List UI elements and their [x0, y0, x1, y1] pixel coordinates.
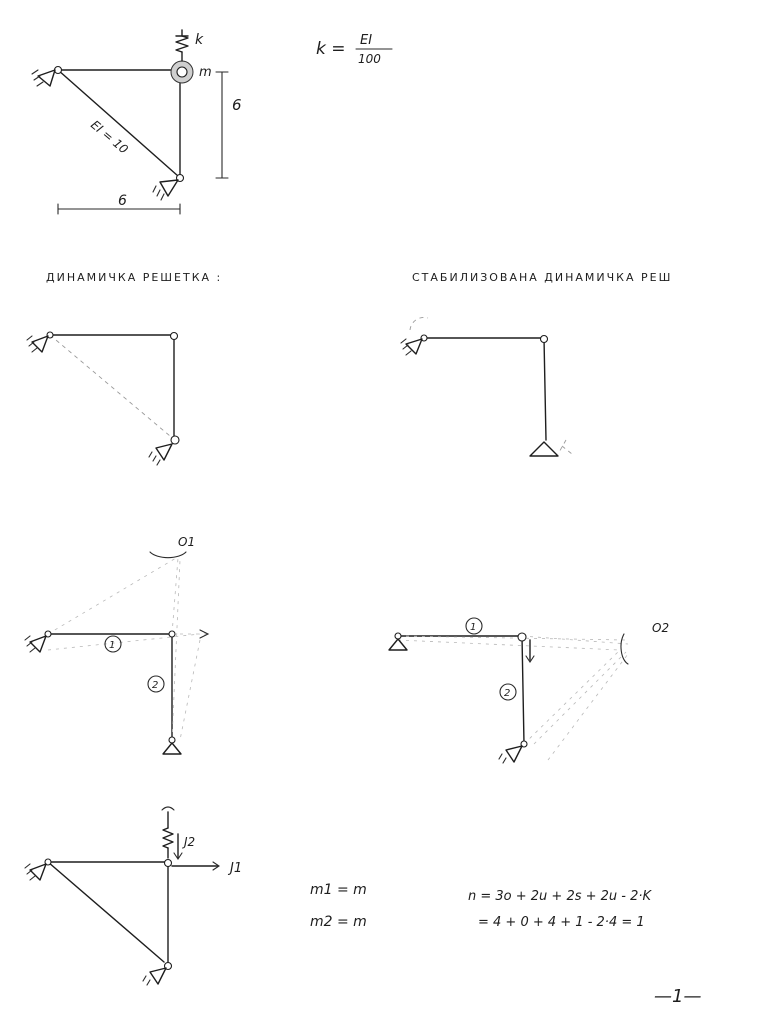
- stabilized-truss-diagram: [401, 317, 572, 456]
- height-dimension-label: 6: [232, 96, 242, 114]
- spring-label: k: [195, 32, 204, 48]
- k-formula-numerator: EI: [360, 33, 373, 48]
- k-formula: [316, 33, 392, 66]
- mass-m2-label: m2 = m: [310, 914, 367, 930]
- k-formula-denominator: 100: [358, 52, 381, 66]
- mass-label: m: [199, 65, 212, 80]
- diagonal-stiffness-label: EI = 10: [88, 117, 131, 157]
- spring-icon: [176, 30, 188, 61]
- mechanism-right-diagram: [389, 618, 669, 763]
- mechanism-left-bar1-label: 1: [109, 640, 116, 651]
- heading-stabilized-truss: СТАБИЛИЗОВАНА ДИНАМИЧКА РЕШ: [412, 271, 673, 284]
- dynamic-truss-diagram: [27, 332, 179, 465]
- k-formula-lhs: k =: [316, 39, 346, 59]
- formula-line-2: = 4 + 0 + 4 + 1 - 2·4 = 1: [478, 915, 645, 930]
- mechanism-left-center-label: O1: [178, 535, 196, 549]
- left-pin-support: [32, 67, 62, 87]
- heading-dynamic-truss: ДИНАМИЧКА РЕШЕТКА :: [46, 271, 223, 284]
- mechanism-left-diagram: [25, 535, 208, 754]
- mechanism-left-bar2-label: 2: [152, 680, 159, 691]
- mass-m1-label: m1 = m: [310, 882, 367, 898]
- page-number: —1—: [654, 986, 702, 1007]
- main-frame-diagram: [32, 30, 242, 214]
- j1-label: J1: [230, 861, 243, 876]
- formula-line-1: n = 3o + 2u + 2s + 2u - 2·K: [468, 889, 652, 904]
- j2-label: J2: [184, 835, 196, 849]
- dof-diagram: [25, 807, 242, 985]
- mechanism-right-center-label: O2: [652, 621, 670, 635]
- mechanism-right-bar1-label: 1: [470, 622, 477, 633]
- dof-spring-icon: [162, 807, 174, 858]
- mechanism-right-bar2-label: 2: [504, 688, 511, 699]
- bottom-pin-support: [153, 175, 184, 201]
- width-dimension-label: 6: [118, 193, 127, 209]
